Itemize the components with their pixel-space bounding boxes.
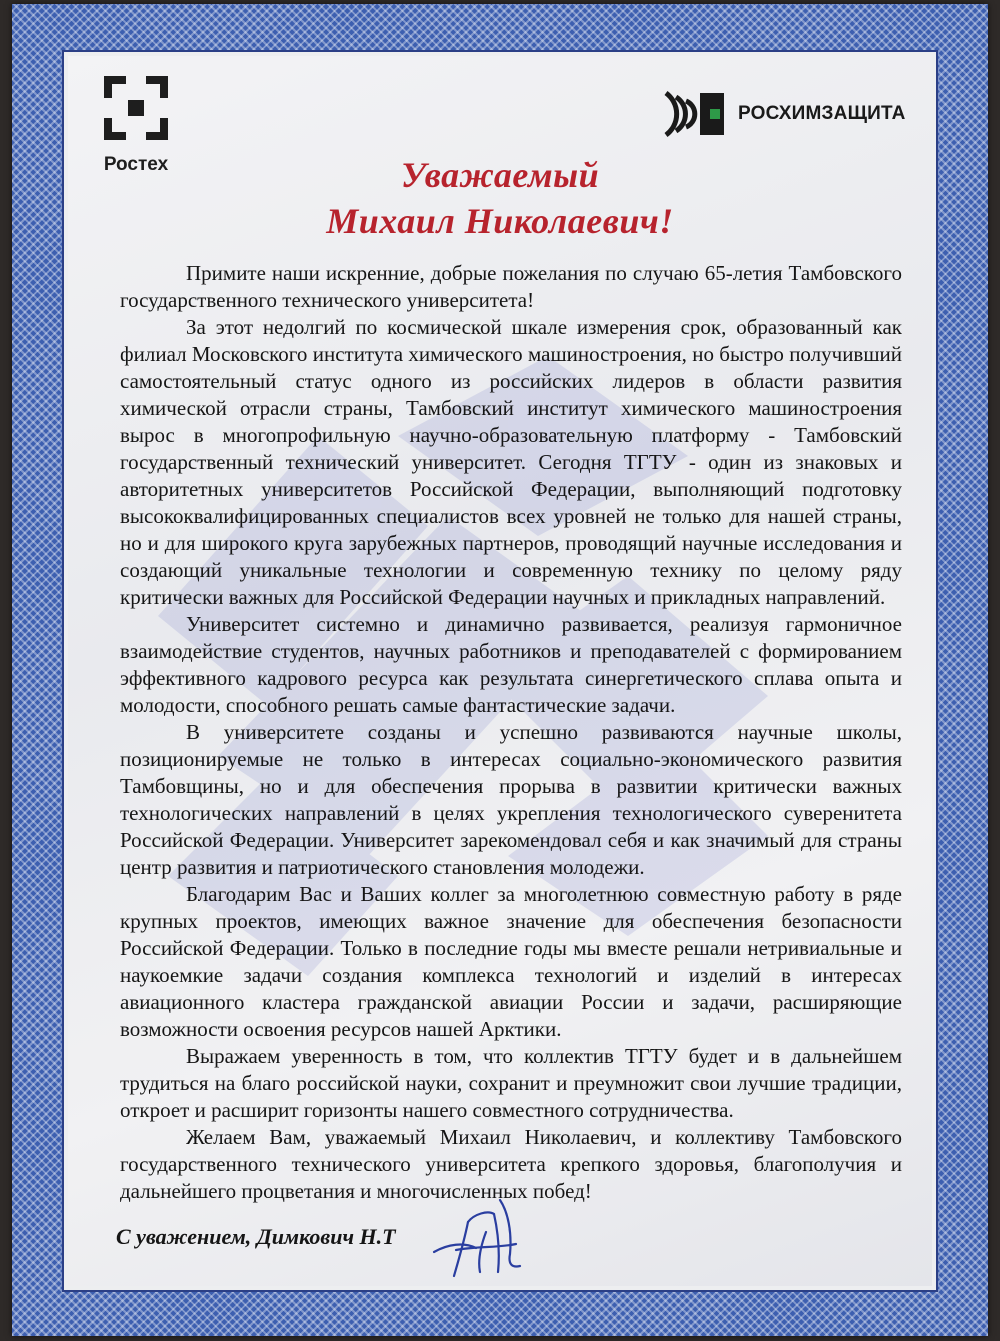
paragraph: Благодарим Вас и Ваших коллег за многолетнюю совместную работу в ряде крупных проектов, имеющих важное значение для обеспечения безопасности Российской Федерации. Только в последние годы мы вместе решали нетривиальные и наукоемкие задачи создания комплекса технологий и изделий в интересах авиационного кластера гражданской авиации России и задачи, расширяющие возможности освоения ресурсов нашей Арктики. <box>120 882 902 1041</box>
paragraph: Выражаем уверенность в том, что коллектив ТГТУ будет и в дальнейшем трудиться на благо российской науки, сохранит и преумножит свои лучшие традиции, откроет и расширит горизонты нашего совместного сотрудничества. <box>120 1044 902 1122</box>
paragraph: В университете созданы и успешно развиваются научные школы, позиционируемые не только в интересах социально-экономического развития Тамбовщины, но и для обеспечения прорыва в развитии критически важных технологических направлений в целях укрепления технологического суверенитета Российской Федерации. Университет зарекомендовал себя и как значимый для страны центр развития и патриотического становления молодежи. <box>120 720 902 879</box>
roshimzashita-logo <box>660 84 906 144</box>
roshimzashita-logo-text: РОСХИМЗАЩИТА <box>738 103 906 124</box>
paragraph: Примите наши искренние, добрые пожелания по случаю 65-летия Тамбовского государственного технического университета! <box>120 261 902 312</box>
paragraph: Университет системно и динамично развивается, реализуя гармоничное взаимодействие студентов, научных работников и преподавателей с формированием эффективного кадрового ресурса как результата синергетического сплава опыта и молодости, способного решать самые фантастические задачи. <box>120 612 902 717</box>
greeting-line-2: Михаил Николаевич! <box>326 201 674 241</box>
greeting-heading <box>68 152 932 244</box>
rostec-emblem-icon <box>104 76 168 140</box>
letter-body <box>120 260 902 1205</box>
handwritten-signature <box>428 1192 558 1282</box>
greeting-line-1: Уважаемый <box>400 155 600 195</box>
letter-sheet <box>68 56 932 1286</box>
paragraph: За этот недолгий по космической шкале измерения срок, образованный как филиал Московского института химического машиностроения, но быстро получивший самостоятельный статус одного из российских лидеров в области развития химической отрасли страны, Тамбовский институт химического машиностроения вырос в многопрофильную научно-образовательную платформу - Тамбовский государственный технический университет. Сегодня ТГТУ - один из знаковых и авторитетных университетов Российской Федерации, выполняющий подготовку высококвалифицированных специалистов всех уровней не только для нашей страны, но и для широкого круга зарубежных партнеров, проводящий научные исследования и создающий уникальные технологии и современную технику по целому ряду критически важных для Российской Федерации научных и прикладных направлений. <box>120 315 902 609</box>
rostec-logo-text: Ростех <box>103 154 169 175</box>
paragraph: Желаем Вам, уважаемый Михаил Николаевич, и коллективу Тамбовского государственного технического университета крепкого здоровья, благополучия и дальнейшего процветания и многочисленных побед! <box>120 1125 902 1203</box>
roshimzashita-emblem-icon <box>660 87 730 141</box>
closing-line: С уважением, Димкович Н.Т <box>116 1224 396 1249</box>
certificate-frame <box>12 4 988 1336</box>
